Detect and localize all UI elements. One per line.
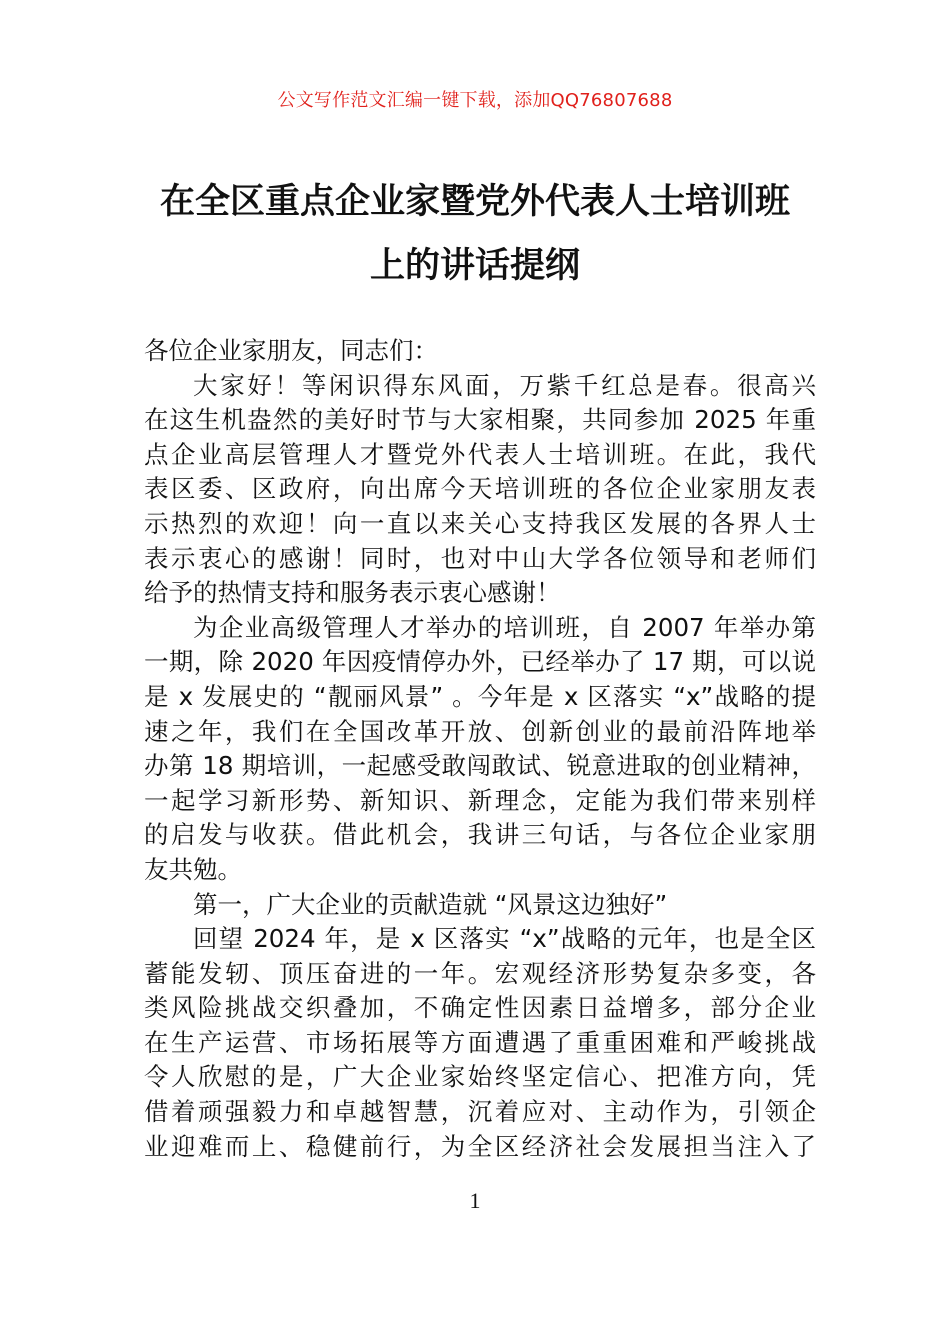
document-title <box>100 170 850 298</box>
paragraph-line: 借着顽强毅力和卓越智慧，沉着应对、主动作为，引领企 <box>144 1097 816 1127</box>
document-body <box>144 334 816 1164</box>
paragraph-line: 令人欣慰的是，广大企业家始终坚定信心、把准方向，凭 <box>144 1062 816 1092</box>
title-line-2: 上的讲话提纲 <box>369 246 580 286</box>
paragraph-3 <box>144 922 816 1164</box>
paragraph-line: 点企业高层管理人才暨党外代表人士培训班。在此，我代 <box>144 439 816 469</box>
paragraph-line: 回望 2024 年，是 x 区落实 “x”战略的元年，也是全区 <box>193 924 816 954</box>
title-line-1: 在全区重点企业家暨党外代表人士培训班 <box>159 182 790 222</box>
salutation <box>144 334 816 369</box>
paragraph-line: 一期，除 2020 年因疫情停办外，已经举办了 17 期，可以说 <box>144 647 816 677</box>
paragraph-line: 给予的热情支持和服务表示衷心感谢！ <box>144 578 561 608</box>
paragraph-line: 在生产运营、市场拓展等方面遭遇了重重困难和严峻挑战 <box>144 1027 816 1057</box>
paragraph-line: 表示衷心的感谢！同时，也对中山大学各位领导和老师们 <box>144 543 816 573</box>
paragraph-line: 业迎难而上、稳健前行，为全区经济社会发展担当注入了 <box>144 1131 816 1161</box>
paragraph-line: 大家好！等闲识得东风面，万紫千红总是春。很高兴 <box>193 370 816 400</box>
section-heading-1 <box>144 888 816 923</box>
paragraph-line: 在这生机盎然的美好时节与大家相聚，共同参加 2025 年重 <box>144 405 816 435</box>
paragraph-2 <box>144 611 816 888</box>
paragraph-line: 蓄能发轫、顶压奋进的一年。宏观经济形势复杂多变，各 <box>144 958 816 988</box>
download-banner: 公文写作范文汇编一键下载，添加QQ76807688 <box>277 90 673 111</box>
paragraph-1 <box>144 369 816 611</box>
paragraph-line: 办第 18 期培训，一起感受敢闯敢试、锐意进取的创业精神， <box>144 751 816 781</box>
paragraph-line: 速之年，我们在全国改革开放、创新创业的最前沿阵地举 <box>144 716 816 746</box>
salutation-line: 各位企业家朋友，同志们： <box>144 336 438 365</box>
paragraph-line: 为企业高级管理人才举办的培训班，自 2007 年举办第 <box>193 612 816 642</box>
section-heading-line: 第一，广大企业的贡献造就 “风景这边独好” <box>193 889 668 919</box>
paragraph-line: 一起学习新形势、新知识、新理念，定能为我们带来别样 <box>144 785 816 815</box>
paragraph-line: 示热烈的欢迎！向一直以来关心支持我区发展的各界人士 <box>144 508 816 538</box>
paragraph-line: 表区委、区政府，向出席今天培训班的各位企业家朋友表 <box>144 474 816 504</box>
paragraph-line: 是 x 发展史的 “靓丽风景” 。今年是 x 区落实 “x”战略的提 <box>144 681 816 711</box>
paragraph-line: 类风险挑战交织叠加，不确定性因素日益增多，部分企业 <box>144 993 816 1023</box>
paragraph-line: 友共勉。 <box>144 854 242 884</box>
page-number: 1 <box>469 1188 481 1213</box>
paragraph-line: 的启发与收获。借此机会，我讲三句话，与各位企业家朋 <box>144 820 816 850</box>
